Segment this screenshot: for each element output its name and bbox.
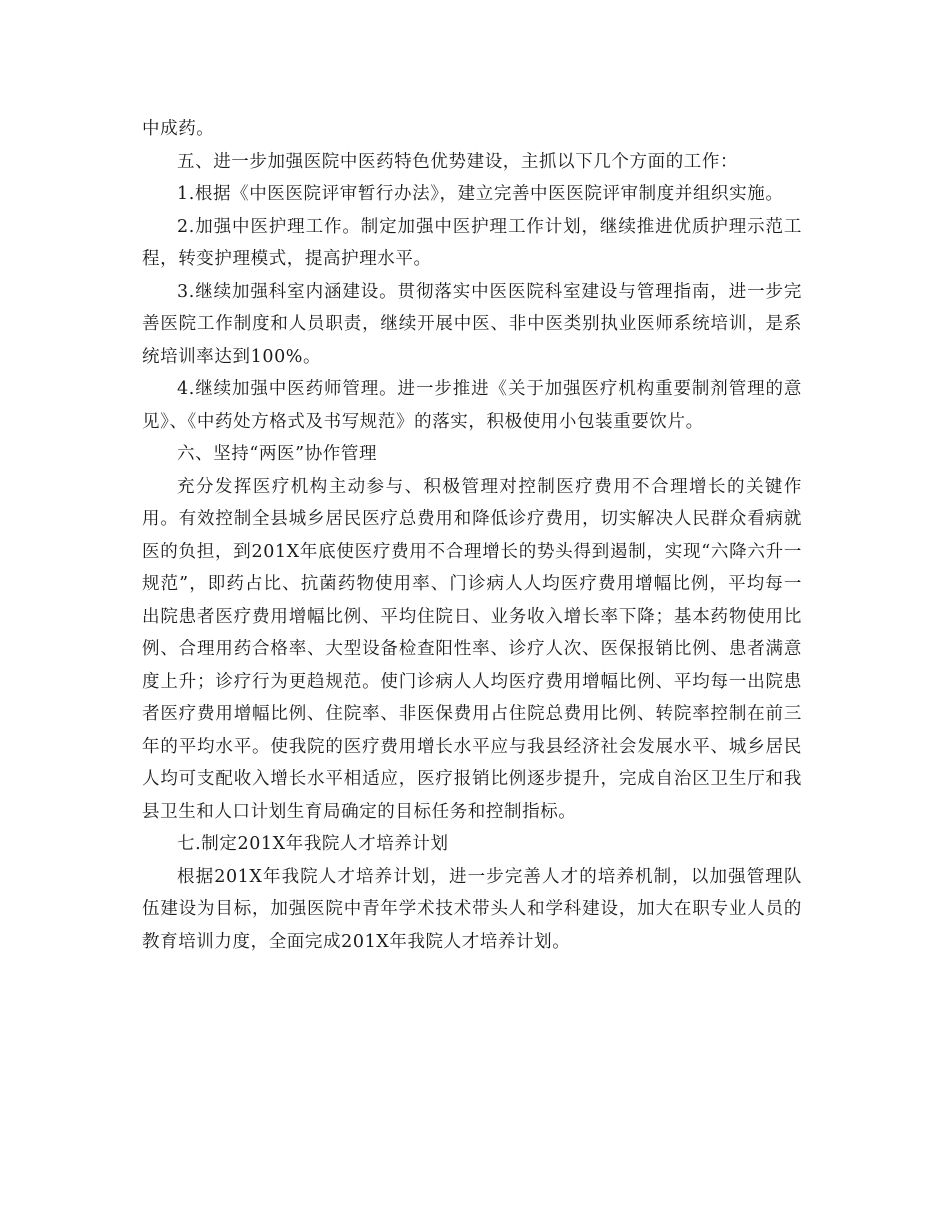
paragraph-cost-control: 充分发挥医疗机构主动参与、积极管理对控制医疗费用不合理增长的关键作用。有效控制全县城乡居民医疗总费用和降低诊疗费用，切实解决人民群众看病就医的负担，到201X年底使医疗费用不合理增长的势头得到遏制，实现“六降六升一规范”，即药占比、抗菌药物使用率、门诊病人人均医疗费用增幅比例，平均每一出院患者医疗费用增幅比例、平均住院日、业务收入增长率下降；基本药物使用比例、合理用药合格率、大型设备检查阳性率、诊疗人次、医保报销比例、患者满意度上升；诊疗行为更趋规范。使门诊病人人均医疗费用增幅比例、平均每一出院患者医疗费用增幅比例、住院率、非医保费用占住院总费用比例、转院率控制在前三年的平均水平。使我院的医疗费用增长水平应与我县经济社会发展水平、城乡居民人均可支配收入增长水平相适应，医疗报销比例逐步提升，完成自治区卫生厅和我县卫生和人口计划生育局确定的目标任务和控制指标。 <box>142 476 802 822</box>
paragraph-continuation: 中成药。 <box>142 119 215 139</box>
section-heading-7: 七.制定201X年我院人才培养计划 <box>177 834 449 854</box>
section-heading-5: 五、进一步加强医院中医药特色优势建设，主抓以下几个方面的工作： <box>177 151 739 172</box>
paragraph-talent-plan: 根据201X年我院人才培养计划，进一步完善人才的培养机制，以加强管理队伍建设为目标，加强医院中青年学术技术带头人和学科建设，加大在职专业人员的教育培训力度，全面完成201X年我院人才培养计划。 <box>142 866 802 952</box>
list-item-2: 2.加强中医护理工作。制定加强中医护理工作计划，继续推进优质护理示范工程，转变护理模式，提高护理水平。 <box>142 216 802 269</box>
list-item-1: 1.根据《中医医院评审暂行办法》，建立完善中医医院评审制度并组织实施。 <box>177 184 784 204</box>
list-item-4: 4.继续加强中医药师管理。进一步推进《关于加强医疗机构重要制剂管理的意见》、《中药处方格式及书写规范》的落实，积极使用小包装重要饮片。 <box>142 379 802 432</box>
list-item-3: 3.继续加强科室内涵建设。贯彻落实中医医院科室建设与管理指南，进一步完善医院工作制度和人员职责，继续开展中医、非中医类别执业医师系统培训，是系统培训率达到100%。 <box>142 281 802 367</box>
document-body <box>142 113 802 958</box>
section-heading-6: 六、坚持“两医”协作管理 <box>177 444 378 464</box>
